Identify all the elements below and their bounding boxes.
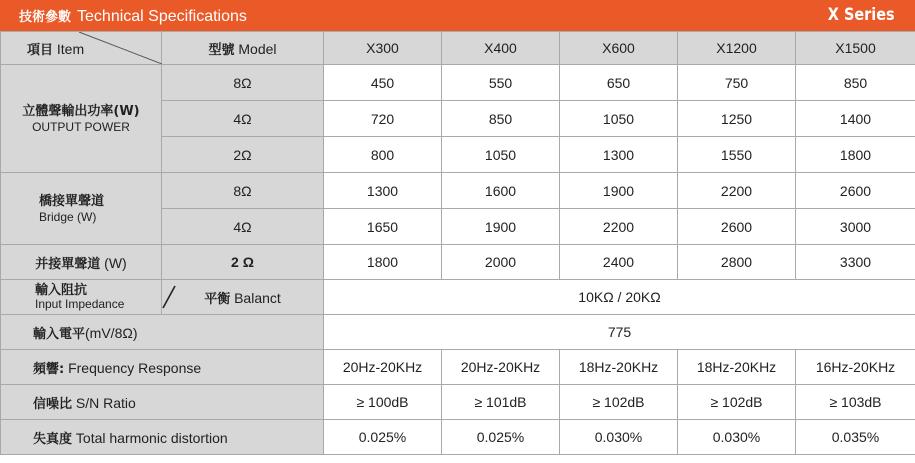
- bridge-label-cell: [1, 173, 162, 245]
- value-cell: 1550: [678, 137, 796, 173]
- load-cell: 8Ω: [162, 65, 324, 101]
- thd-label-cell: [1, 420, 324, 455]
- value-cell: 800: [324, 137, 442, 173]
- value-cell: 20Hz-20KHz: [442, 350, 560, 385]
- value-cell: ≥ 102dB: [560, 385, 678, 420]
- value-cell: 2600: [796, 173, 915, 209]
- item-label-zh: 項目: [27, 42, 54, 58]
- input-level-label-en: (mV/8Ω): [85, 324, 138, 341]
- value-cell: 0.035%: [796, 420, 915, 455]
- impedance-slash-line: [159, 284, 179, 310]
- value-cell: 850: [442, 101, 560, 137]
- model-header: X600: [560, 32, 678, 65]
- balance-label-zh: 平衡: [204, 291, 231, 307]
- value-cell: ≥ 100dB: [324, 385, 442, 420]
- value-cell: 1300: [560, 137, 678, 173]
- value-cell: 550: [442, 65, 560, 101]
- bridge-row-8ohm: [1, 173, 915, 209]
- value-cell: 720: [324, 101, 442, 137]
- value-cell: 450: [324, 65, 442, 101]
- value-cell: 2200: [560, 209, 678, 245]
- input-impedance-row: [1, 280, 915, 315]
- value-cell: 1900: [560, 173, 678, 209]
- load-cell: 2Ω: [162, 137, 324, 173]
- load-cell: 4Ω: [162, 209, 324, 245]
- value-cell: ≥ 102dB: [678, 385, 796, 420]
- input-impedance-label-en: Input Impedance: [35, 297, 125, 311]
- model-header: X1500: [796, 32, 915, 65]
- value-cell: 1400: [796, 101, 915, 137]
- sn-ratio-row: [1, 385, 915, 420]
- series-label: X Series: [828, 5, 895, 25]
- parallel-label-en: (W): [104, 254, 127, 271]
- input-level-value-cell: 775: [324, 315, 915, 350]
- output-power-label-cell: [1, 65, 162, 173]
- bridge-label-en: Bridge (W): [39, 209, 97, 224]
- bridge-label-zh: 橋接單聲道: [39, 193, 105, 209]
- model-label-zh: 型號: [208, 42, 235, 58]
- impedance-value-cell: 10KΩ / 20KΩ: [324, 280, 915, 315]
- thd-row: [1, 420, 915, 455]
- value-cell: 1800: [324, 245, 442, 280]
- input-level-label-cell: [1, 315, 324, 350]
- frequency-response-label-en: Frequency Response: [68, 359, 202, 376]
- value-cell: 18Hz-20KHz: [560, 350, 678, 385]
- load-cell: 8Ω: [162, 173, 324, 209]
- value-cell: 3000: [796, 209, 915, 245]
- header-row: [1, 32, 915, 65]
- input-impedance-label-cell: [1, 280, 162, 315]
- value-cell: 1300: [324, 173, 442, 209]
- value-cell: 2000: [442, 245, 560, 280]
- value-cell: 2600: [678, 209, 796, 245]
- value-cell: 2400: [560, 245, 678, 280]
- sn-ratio-label-en: S/N Ratio: [75, 394, 136, 411]
- value-cell: ≥ 101dB: [442, 385, 560, 420]
- value-cell: 0.030%: [560, 420, 678, 455]
- header-diagonal-line: [1, 32, 162, 64]
- value-cell: 16Hz-20KHz: [796, 350, 915, 385]
- input-impedance-label-zh: 輸入阻抗: [35, 283, 88, 298]
- value-cell: 1250: [678, 101, 796, 137]
- model-header: X400: [442, 32, 560, 65]
- item-label-en: Item: [56, 40, 85, 57]
- value-cell: 1050: [560, 101, 678, 137]
- value-cell: 1800: [796, 137, 915, 173]
- value-cell: 0.025%: [442, 420, 560, 455]
- item-header-cell: [1, 32, 162, 65]
- output-power-label-en: OUTPUT POWER: [32, 119, 130, 134]
- value-cell: 750: [678, 65, 796, 101]
- value-cell: 650: [560, 65, 678, 101]
- sn-ratio-label-cell: [1, 385, 324, 420]
- spec-table: [0, 31, 915, 455]
- model-header-cell: [162, 32, 324, 65]
- value-cell: 0.025%: [324, 420, 442, 455]
- input-level-label-zh: 輸入電平: [33, 326, 86, 342]
- value-cell: 1650: [324, 209, 442, 245]
- parallel-label-zh: 并接單聲道: [35, 256, 101, 272]
- parallel-row: [1, 245, 915, 280]
- model-label-en: Model: [238, 40, 277, 57]
- value-cell: 18Hz-20KHz: [678, 350, 796, 385]
- value-cell: 20Hz-20KHz: [324, 350, 442, 385]
- sn-ratio-label-zh: 信噪比: [33, 396, 73, 412]
- thd-label-en: Total harmonic distortion: [75, 429, 228, 446]
- value-cell: 2800: [678, 245, 796, 280]
- value-cell: 1900: [442, 209, 560, 245]
- output-power-row-8ohm: [1, 65, 915, 101]
- value-cell: 3300: [796, 245, 915, 280]
- model-header: X1200: [678, 32, 796, 65]
- thd-label-zh: 失真度: [33, 431, 73, 447]
- page-title: [19, 6, 247, 26]
- value-cell: 1050: [442, 137, 560, 173]
- value-cell: 0.030%: [678, 420, 796, 455]
- balance-cell: [162, 280, 324, 315]
- value-cell: 850: [796, 65, 915, 101]
- value-cell: 2200: [678, 173, 796, 209]
- balance-label-en: Balanct: [234, 289, 281, 306]
- frequency-response-label-cell: [1, 350, 324, 385]
- parallel-label-cell: [1, 245, 162, 280]
- input-level-row: [1, 315, 915, 350]
- title-zh: 技術參數: [19, 10, 72, 25]
- title-en: Technical Specifications: [77, 8, 247, 25]
- frequency-response-label-zh: 頻響:: [33, 361, 65, 377]
- value-cell: ≥ 103dB: [796, 385, 915, 420]
- title-banner: [0, 0, 915, 31]
- load-cell: 2 Ω: [162, 245, 324, 280]
- frequency-response-row: [1, 350, 915, 385]
- model-header: X300: [324, 32, 442, 65]
- value-cell: 1600: [442, 173, 560, 209]
- output-power-label-zh: 立體聲輸出功率(W): [22, 103, 140, 119]
- load-cell: 4Ω: [162, 101, 324, 137]
